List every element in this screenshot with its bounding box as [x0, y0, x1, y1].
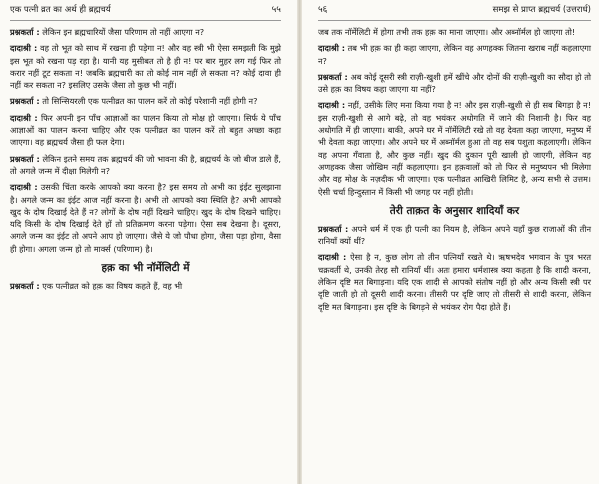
paragraph: [318, 99, 591, 197]
left-header-title: एक पत्नी व्रत का अर्थ ही ब्रह्मचर्य: [10, 5, 111, 15]
book-gutter: [297, 0, 302, 484]
paragraph: [10, 181, 281, 255]
paragraph: [10, 26, 281, 38]
right-page-header: [318, 0, 591, 21]
paragraph: [10, 112, 281, 149]
speaker-label: दादाश्री :: [318, 100, 346, 111]
section-heading: तेरी ताक़त के अनुसार शादियाँ कर: [389, 204, 520, 217]
speaker-label: प्रश्नकर्ता :: [318, 223, 349, 234]
speaker-label: दादाश्री :: [10, 112, 38, 123]
speaker-label: प्रश्नकर्ता :: [10, 153, 40, 164]
speaker-label: प्रश्नकर्ता :: [10, 281, 40, 292]
speaker-label: दादाश्री :: [10, 182, 38, 193]
paragraph-text: उसकी चिंता करके आपको क्या करना है? इस समय तो अभी का इंईट सुलझाना है। अगले जन्म का इंईट आज नहीं करना है। अभी तो आपको क्या स्थिति है? अभी आपको खुद के दोष दिखाई देते हैं न? लोगों के दोष नहीं दिखने चाहिए। खुद के दोष दिखने चाहिए। यदि किसी के दोष दिखाई देते हों तो प्रतिक्रमण करना पड़ेगा। ऐसा सब देखना है। दूसरा, अगले जन्म का इंईट तो अपने आप हो जाएगा। जैसे ये जो पौधा होगा, जैसा पड़ा होगा, वैसा ही होगा। अगला जन्म हो तो मार्क्स (परिणाम) है।: [10, 182, 281, 254]
paragraph-text: फिर अपनी इन पाँच आज्ञाओं का पालन किया तो मोक्ष हो जाएगा। सिर्फ ये पाँच आज्ञाओं का पालन करना चाहिए और एक पत्नीव्रत का पालन करें तो बहुत अच्छा कहा जाएगा। वह ब्रह्मचर्य जैसा ही फल देगा।: [10, 112, 281, 148]
paragraph: [318, 42, 591, 67]
paragraph-text: तब भी हक़ का ही कहा जाएगा, लेकिन वह अणहक्क जितना खराब नहीं कहलाएगा न?: [318, 43, 591, 66]
left-page-header: [10, 0, 281, 21]
paragraph: [318, 251, 591, 312]
paragraph: [10, 280, 281, 292]
speaker-label: प्रश्नकर्ता :: [10, 96, 40, 107]
paragraph-text: ऐसा है न, कुछ लोग तो तीन पत्नियाँ रखते थे। ऋषभदेव भगवान के पुत्र भरत चक्रवर्ती थे, उनकी तेरह सौ रानियाँ थीं। अतः हमारा धर्मशास्त्र क्या कहता है कि शादी करना, लेकिन दृष्टि मत बिगाड़ना। यदि एक शादी से आपको संतोष नहीं हो और अन्य किसी स्त्री पर दृष्टि जाती हो तो दूसरी शादी करना। तीसरी पर दृष्टि जाए तो तीसरी से शादी करना, लेकिन दृष्टि मत बिगाड़ना। इस दृष्टि के बिगड़ने से भयंकर रोग पैदा होते हैं।: [318, 252, 591, 312]
paragraph-text: अब कोई दूसरी स्त्री राज़ी-खुशी हमें खींचे और दोनों की राज़ी-खुशी का सौदा हो तो उसे हक़ का विषय कहा जाएगा या नहीं?: [318, 71, 591, 95]
paragraph-text: अपने धर्म में एक ही पत्नी का नियम है, लेकिन अपने यहाँ कुछ राजाओं की तीन रानियाँ क्यों थीं?: [318, 223, 591, 247]
paragraph: [318, 26, 591, 38]
speaker-label: दादाश्री :: [10, 43, 38, 54]
paragraph-text: तो सिन्सियरली एक पत्नीव्रत का पालन करें तो कोई परेशानी नहीं होगी न?: [39, 96, 258, 107]
paragraph-text: लेकिन इन ब्रह्मचारियों जैसा परिणाम तो नहीं आएगा न?: [39, 27, 205, 37]
paragraph-text: एक पत्नीव्रत को हक़ का विषय कहते हैं, वह भी: [39, 281, 183, 292]
paragraph: [318, 223, 591, 248]
speaker-label: दादाश्री :: [318, 43, 346, 54]
paragraph-text: लेकिन इतने समय तक ब्रह्मचर्य की जो भावना की है, ब्रह्मचर्य के जो बीज डाले हैं, तो अगले जन्म में दीक्षा मिलेगी न?: [10, 153, 281, 176]
paragraph: [10, 42, 281, 91]
paragraph: [10, 153, 281, 178]
speaker-label: दादाश्री :: [318, 252, 347, 263]
paragraph-text: जब तक नॉर्मेलिटी में होगा तभी तक हक़ का माना जाएगा। और अब्नॉर्मल हो जाएगा तो!: [318, 27, 576, 37]
right-page: [304, 0, 599, 484]
right-page-number: ५६: [318, 5, 328, 15]
speaker-label: प्रश्नकर्ता :: [10, 27, 40, 37]
paragraph: [10, 95, 281, 107]
paragraph: [318, 71, 591, 96]
paragraph-text: वह तो भूत को साथ में रखना ही पड़ेगा न! और वह स्त्री भी ऐसा समझती कि मुझे इस भूत को रखना पड़ रहा है। यानी यह मुसीबत तो है ही न! पर बार मुहर लग गई फिर तो करार नहीं टूट सकता न! जबकि ब्रह्मचारी का तो कोई नाम नहीं ले सकता न? कोई दावा ही नहीं कर सकता न? इसलिए उसके जैसा तो कुछ भी नहीं।: [10, 43, 282, 91]
speaker-label: प्रश्नकर्ता :: [318, 71, 348, 82]
left-page-number: ५५: [271, 5, 281, 15]
right-page-body: [318, 26, 591, 313]
left-page-body: [10, 26, 281, 292]
left-page: [0, 0, 295, 484]
right-header-title: समझ से प्राप्त ब्रह्मचर्य (उत्तरार्ध): [492, 5, 591, 15]
section-heading: हक़ का भी नॉर्मेलिटी में: [101, 262, 190, 275]
paragraph-text: नहीं, उसीके लिए मना किया गया है न! और इस राज़ी-खुशी से ही सब बिगड़ा है न! इस राज़ी-खुशी से आगे बढ़े, तो वह भयंकर अधोगति में जाने की निशानी है। फिर वह अधोगति में ही जाएगा। बाकी, अपने घर में नॉर्मेलिटी रखे तो वह देवता कहा जाएगा, मनुष्य में भी देवता कहा जाएगा। और अपने घर में अब्नॉर्मल हुआ तो वह सब पशुता कहलाएगी। लेकिन वह अपना गँवाता है, और कुछ नहीं। खुद की दुकान पूरी खाली हो जाएगी, लेकिन वह अणहक्क जैसा जोखिम नहीं कहलाएगा। इन हक़वालों को तो फिर से मनुष्यपन भी मिलेगा और वह मोक्ष के नज़दीक भी जाएगा। एक पत्नीव्रत आखिरी लिमिट है, अन्य सभी से उत्तम। ऐसी चर्चा हिन्दुस्तान में किसी भी जगह पर नहीं होती।: [318, 100, 591, 197]
